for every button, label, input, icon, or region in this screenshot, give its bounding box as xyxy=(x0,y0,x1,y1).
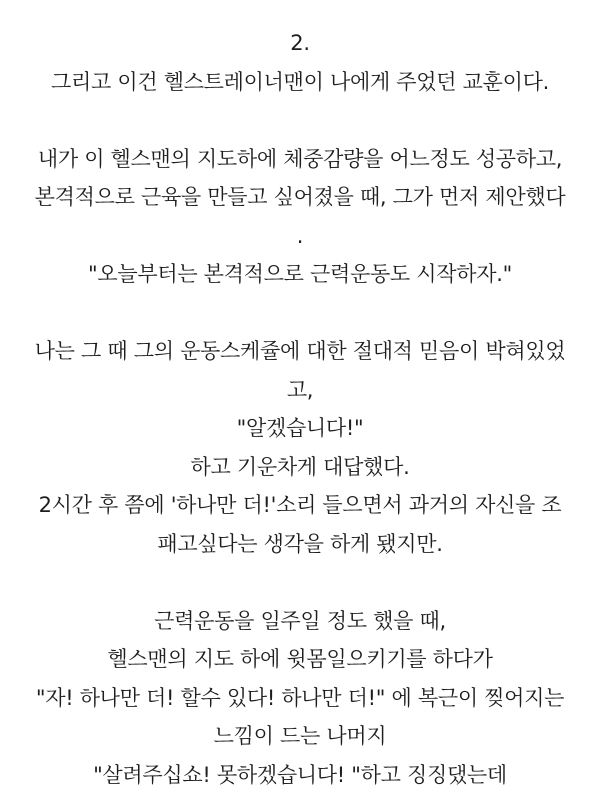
text-line: 내가 이 헬스맨의 지도하에 체중감량을 어느정도 성공하고, xyxy=(0,140,600,179)
paragraph-gap xyxy=(0,294,600,333)
text-line: 근력운동을 일주일 정도 했을 때, xyxy=(0,602,600,641)
section-number: 2. xyxy=(0,24,600,63)
text-line: "알겠습니다!" xyxy=(0,409,600,448)
text-line: 헬스맨의 지도 하에 윗몸일으키기를 하다가 xyxy=(0,640,600,679)
text-line: 느낌이 드는 나머지 xyxy=(0,717,600,756)
text-line: . xyxy=(0,217,600,256)
text-line: 고, xyxy=(0,371,600,410)
text-line: "자! 하나만 더! 할수 있다! 하나만 더!" 에 복근이 찢어지는 xyxy=(0,679,600,718)
text-line: 하고 기운차게 대답했다. xyxy=(0,448,600,487)
text-line: 2시간 후 쯤에 '하나만 더!'소리 들으면서 과거의 자신을 조 xyxy=(0,486,600,525)
paragraph-gap xyxy=(0,101,600,140)
paragraph-gap xyxy=(0,563,600,602)
text-line: 본격적으로 근육을 만들고 싶어졌을 때, 그가 먼저 제안했다 xyxy=(0,178,600,217)
text-line: 그리고 이건 헬스트레이너맨이 나에게 주었던 교훈이다. xyxy=(0,63,600,102)
text-line: "살려주십쇼! 못하겠습니다! "하고 징징댔는데 xyxy=(0,756,600,794)
text-line: 패고싶다는 생각을 하게 됐지만. xyxy=(0,525,600,564)
document-text xyxy=(0,24,600,794)
text-line: "오늘부터는 본격적으로 근력운동도 시작하자." xyxy=(0,255,600,294)
text-line: 나는 그 때 그의 운동스케쥴에 대한 절대적 믿음이 박혀있었 xyxy=(0,332,600,371)
